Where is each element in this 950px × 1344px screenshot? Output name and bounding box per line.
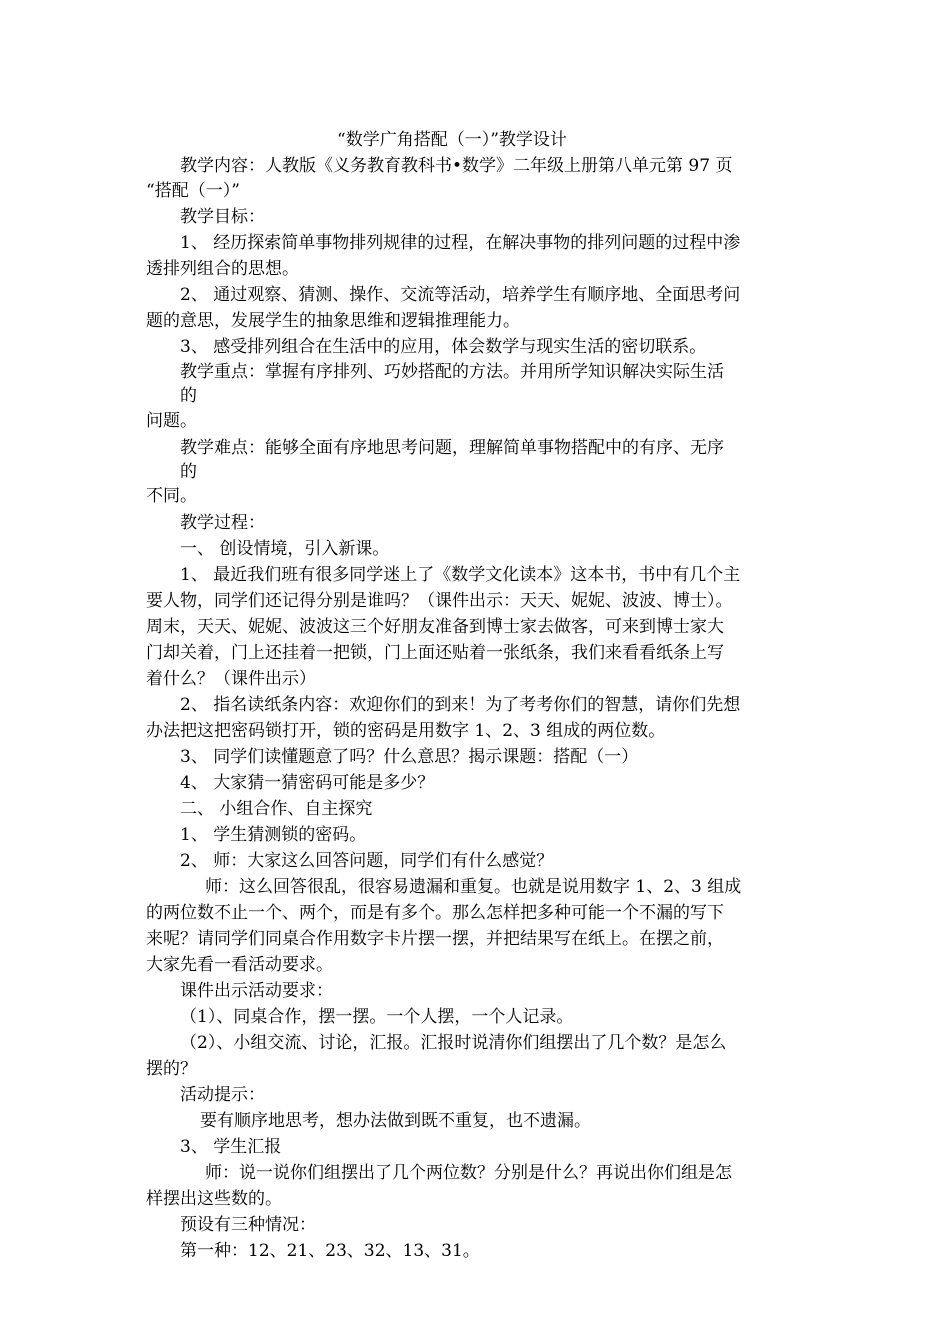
text-line: 教学过程： xyxy=(180,513,265,533)
text-line: 1、 经历探索简单事物排列规律的过程，在解决事物的排列问题的过程中渗 xyxy=(180,233,741,253)
text-line: 的 xyxy=(180,462,197,482)
text-line: 门却关着，门上还挂着一把锁，门上面还贴着一张纸条，我们来看看纸条上写 xyxy=(146,643,724,663)
text-line: 教学难点：能够全面有序地思考问题，理解简单事物搭配中的有序、无序 xyxy=(180,438,724,458)
text-line: 课件出示活动要求： xyxy=(180,981,333,1001)
text-line: 题的意思，发展学生的抽象思维和逻辑推理能力。 xyxy=(146,311,520,331)
text-line: （1）、同桌合作，摆一摆。一个人摆，一个人记录。 xyxy=(180,1007,574,1027)
text-line: 样摆出这些数的。 xyxy=(146,1189,282,1209)
text-line: （2）、小组交流、讨论，汇报。汇报时说清你们组摆出了几个数？是怎么 xyxy=(180,1033,727,1053)
text-line: 透排列组合的思想。 xyxy=(146,259,299,279)
text-line: 不同。 xyxy=(146,486,197,506)
text-line: 周末，天天、妮妮、波波这三个好朋友准备到博士家去做客，可来到博士家大 xyxy=(146,617,724,637)
text-line: 大家先看一看活动要求。 xyxy=(146,955,333,975)
section-heading: 二、 小组合作、自主探究 xyxy=(180,799,373,819)
text-line: 着什么？（课件出示） xyxy=(146,669,316,689)
text-line: 第一种：12、21、23、32、13、31。 xyxy=(180,1241,480,1261)
text-line: 的 xyxy=(180,386,197,406)
text-line: 教学重点：掌握有序排列、巧妙搭配的方法。并用所学知识解决实际生活 xyxy=(180,362,724,382)
text-line: 教学目标： xyxy=(180,207,265,227)
text-line: 教学内容：人教版《义务教育教科书•数学》二年级上册第八单元第 97 页 xyxy=(180,156,733,176)
text-line: 活动提示： xyxy=(180,1085,265,1105)
text-line: 师：这么回答很乱，很容易遗漏和重复。也就是说用数字 1、2、3 组成 xyxy=(205,877,742,897)
text-line: 1、 最近我们班有很多同学迷上了《数学文化读本》这本书，书中有几个主 xyxy=(180,565,741,585)
text-line: 师：说一说你们组摆出了几个两位数？分别是什么？再说出你们组是怎 xyxy=(205,1163,732,1183)
text-line: 办法把这把密码锁打开，锁的密码是用数字 1、2、3 组成的两位数。 xyxy=(146,721,666,741)
document-title: “数学广角搭配（一）”教学设计 xyxy=(337,130,567,150)
text-line: “搭配（一）” xyxy=(146,181,240,201)
text-line: 2、 指名读纸条内容：欢迎你们的到来！为了考考你们的智慧，请你们先想 xyxy=(180,695,741,715)
text-line: 来呢？请同学们同桌合作用数字卡片摆一摆，并把结果写在纸上。在摆之前， xyxy=(146,929,724,949)
text-line: 要人物，同学们还记得分别是谁吗？（课件出示：天天、妮妮、波波、博士）。 xyxy=(146,591,733,611)
text-line: 预设有三种情况： xyxy=(180,1215,316,1235)
text-line: 2、 通过观察、猜测、操作、交流等活动，培养学生有顺序地、全面思考问 xyxy=(180,285,741,305)
text-line: 问题。 xyxy=(146,411,197,431)
text-line: 的两位数不止一个、两个，而是有多个。那么怎样把多种可能一个不漏的写下 xyxy=(146,903,724,923)
text-line: 1、 学生猜测锁的密码。 xyxy=(180,825,367,845)
text-line: 3、 感受排列组合在生活中的应用，体会数学与现实生活的密切联系。 xyxy=(180,337,707,357)
text-line: 要有顺序地思考，想办法做到既不重复，也不遗漏。 xyxy=(200,1111,591,1131)
section-heading: 一、 创设情境，引入新课。 xyxy=(180,539,390,559)
text-line: 2、 师：大家这么回答问题，同学们有什么感觉？ xyxy=(180,851,554,871)
text-line: 4、 大家猜一猜密码可能是多少？ xyxy=(180,773,435,793)
text-line: 摆的？ xyxy=(146,1059,197,1079)
text-line: 3、 同学们读懂题意了吗？什么意思？揭示课题：搭配（一） xyxy=(180,747,639,767)
text-line: 3、 学生汇报 xyxy=(180,1137,282,1157)
